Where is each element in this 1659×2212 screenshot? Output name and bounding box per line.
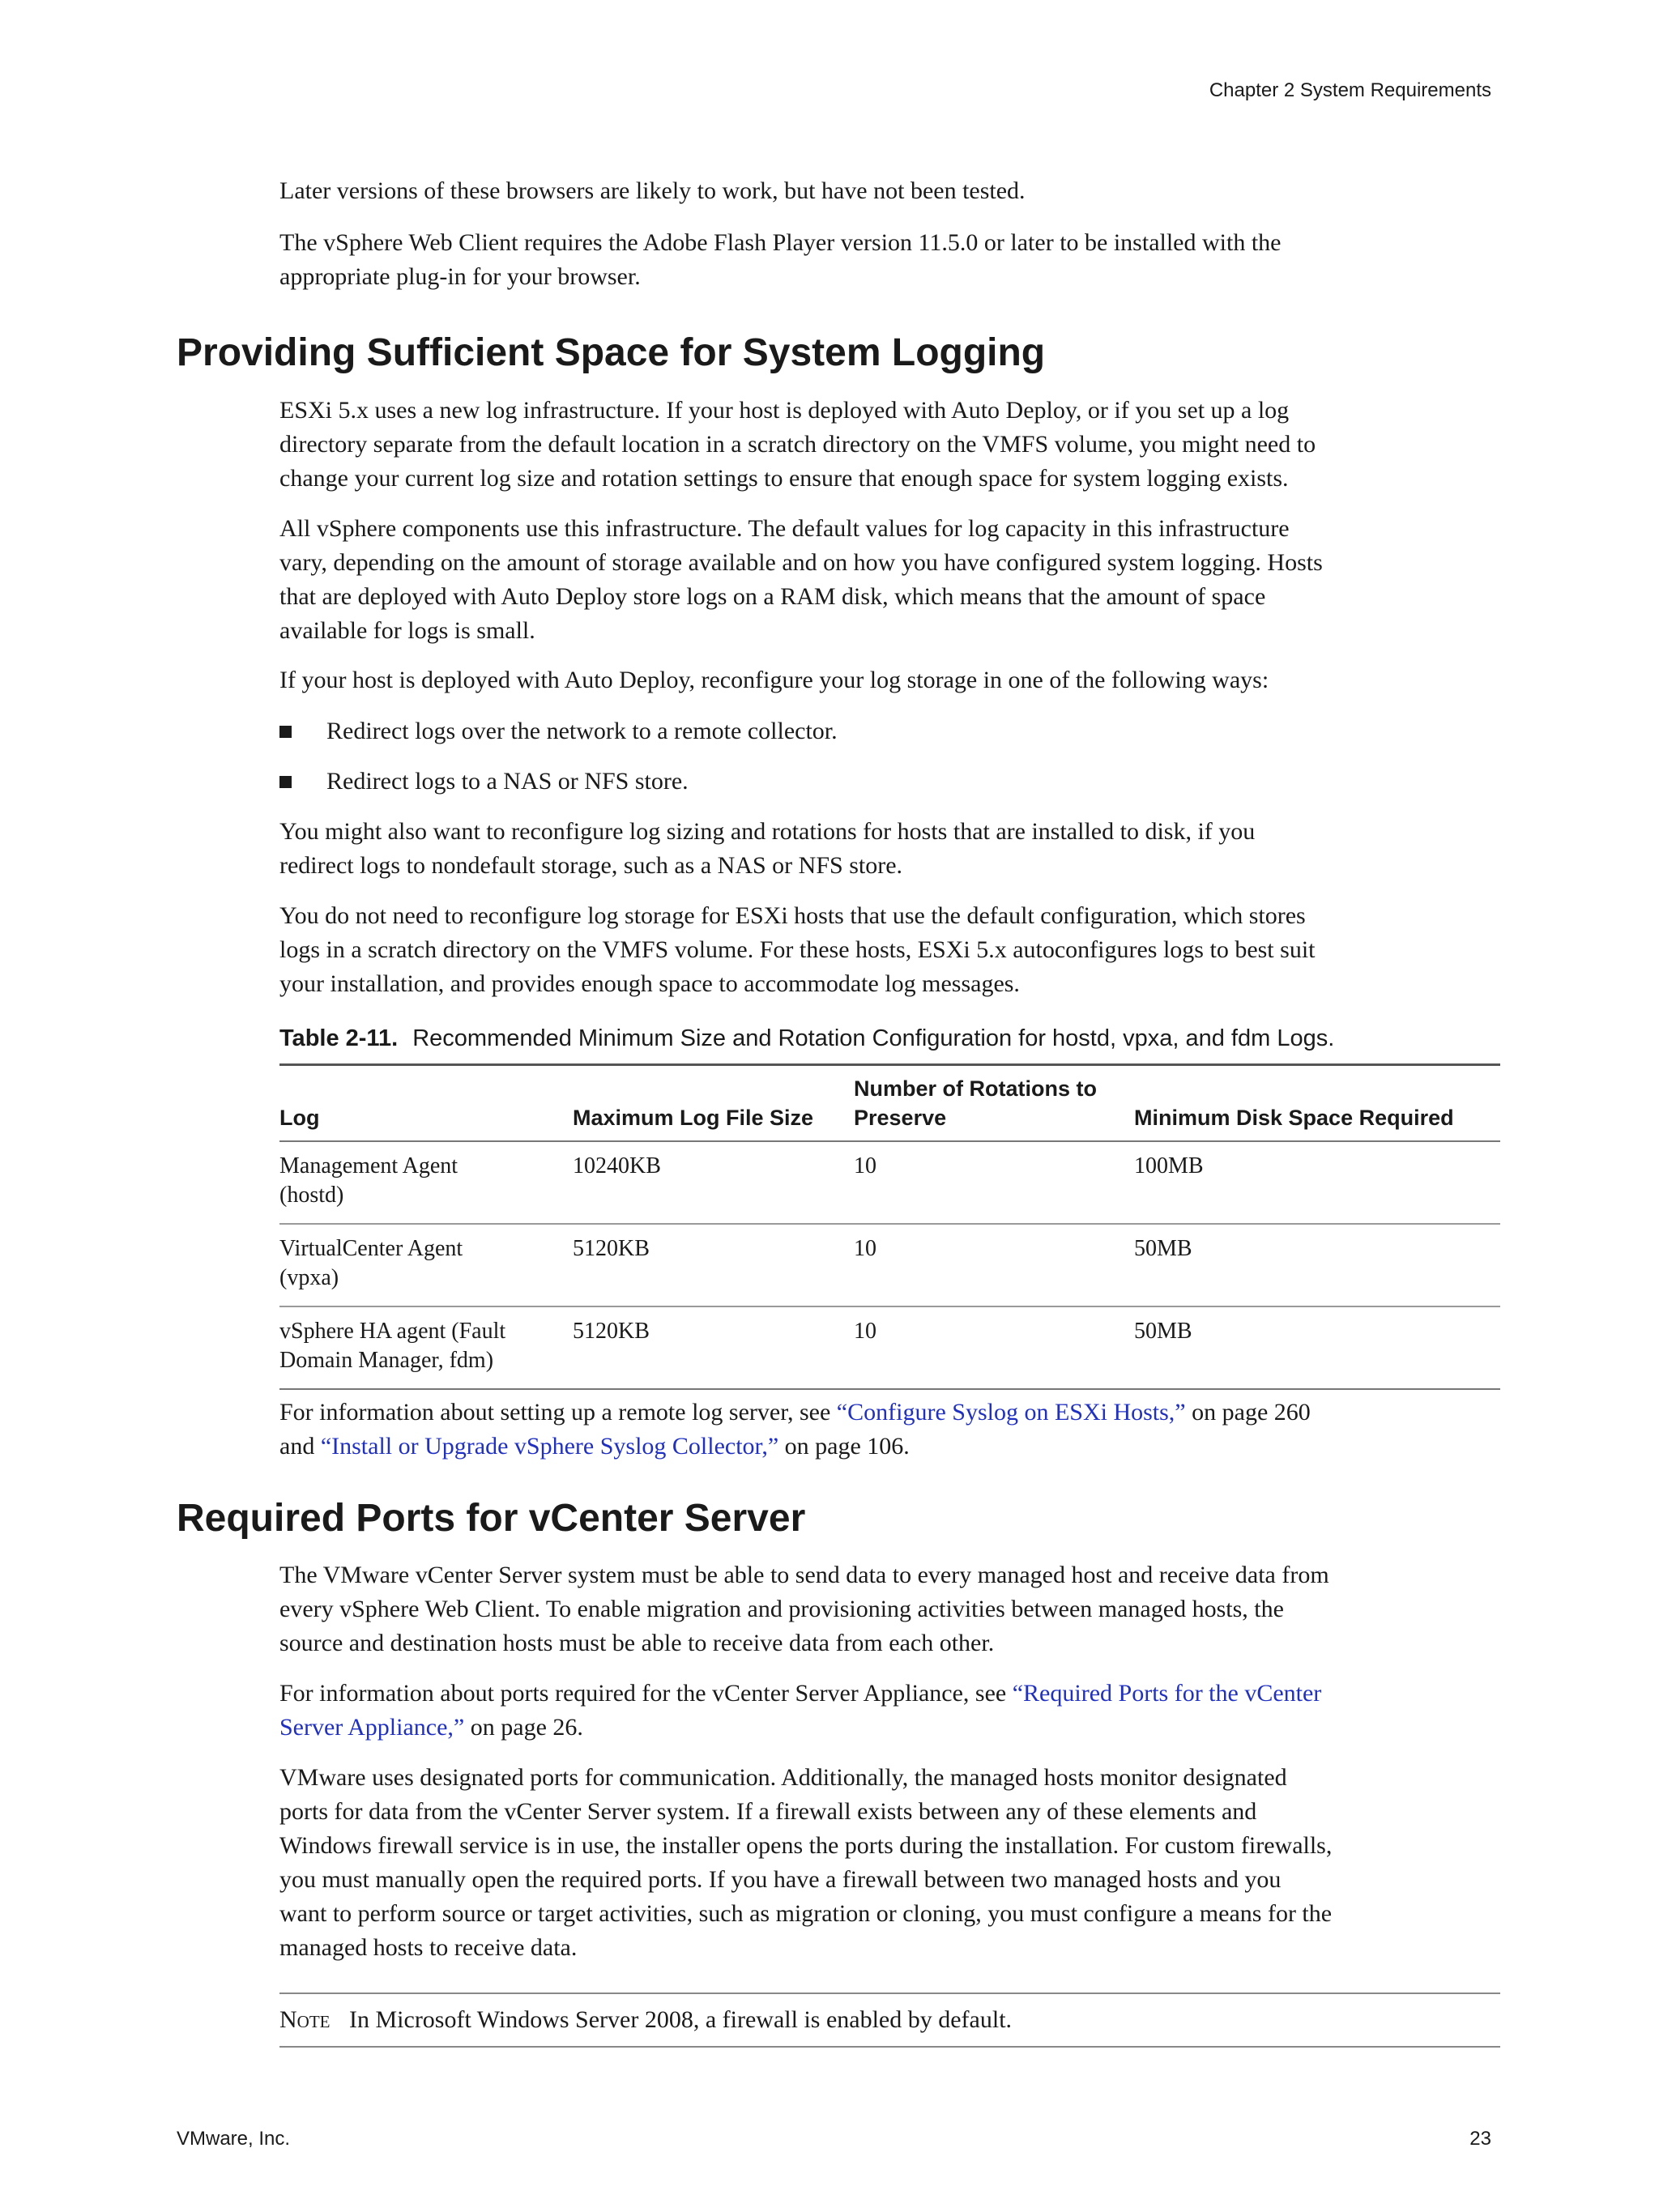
logging-paragraph-2 [279, 512, 1507, 648]
note-label: Note [279, 2006, 331, 2033]
cell-line: Management Agent [279, 1153, 458, 1178]
cell-size: 10240KB [573, 1141, 854, 1224]
cell-line: (vpxa) [279, 1265, 339, 1290]
header-line: Number of Rotations to [854, 1076, 1097, 1101]
text-line: your installation, and provides enough space to accommodate log messages. [279, 970, 1020, 997]
text-run: For information about ports required for the vCenter Server Appliance, see [279, 1680, 1013, 1707]
bullet-text: Redirect logs to a NAS or NFS store. [326, 768, 689, 795]
section-heading-ports: Required Ports for vCenter Server [177, 1497, 806, 1540]
text-line: you must manually open the required ports. If you have a firewall between two managed hosts and you [279, 1866, 1282, 1893]
text-line: You do not need to reconfigure log storage for ESXi hosts that use the default configuration, which stores [279, 902, 1306, 929]
text-line: every vSphere Web Client. To enable migration and provisioning activities between managed hosts, the [279, 1596, 1284, 1622]
text-line: appropriate plug-in for your browser. [279, 263, 641, 290]
text-line: vary, depending on the amount of storage available and on how you have configured system logging. Hosts [279, 549, 1323, 576]
syslog-reference-paragraph [279, 1396, 1507, 1464]
link-syslog-collector[interactable]: “Install or Upgrade vSphere Syslog Collector,” [320, 1433, 779, 1460]
cell-rotations: 10 [854, 1141, 1134, 1224]
table-row [279, 1141, 1500, 1224]
page-number: 23 [1469, 2128, 1491, 2150]
text-run: and [279, 1433, 321, 1460]
link-appliance-ports-cont[interactable]: Server Appliance,” [279, 1714, 465, 1741]
bullet-square-icon [279, 726, 292, 738]
table-caption [279, 1025, 1334, 1052]
column-header-log: Log [279, 1106, 320, 1130]
header-line: Preserve [854, 1106, 947, 1130]
text-line: available for logs is small. [279, 617, 535, 644]
cell-rotations: 10 [854, 1224, 1134, 1306]
cell-disk: 50MB [1134, 1224, 1500, 1306]
text-line: VMware uses designated ports for communication. Additionally, the managed hosts monitor designated [279, 1764, 1287, 1791]
link-appliance-ports[interactable]: “Required Ports for the vCenter [1012, 1680, 1322, 1707]
text-line: You might also want to reconfigure log sizing and rotations for hosts that are installed to disk, if you [279, 818, 1256, 845]
bullet-square-icon [279, 776, 292, 788]
cell-disk: 100MB [1134, 1141, 1500, 1224]
cell-line: vSphere HA agent (Fault [279, 1319, 506, 1344]
cell-line: Domain Manager, fdm) [279, 1348, 494, 1373]
cell-line: VirtualCenter Agent [279, 1236, 463, 1261]
bullet-text: Redirect logs over the network to a remote collector. [326, 718, 838, 744]
text-line: Windows firewall service is in use, the installer opens the ports during the installation. For custom firewalls, [279, 1832, 1333, 1859]
column-header-max-size: Maximum Log File Size [573, 1106, 814, 1130]
cell-log [279, 1306, 573, 1389]
cell-size: 5120KB [573, 1306, 854, 1389]
text-line: source and destination hosts must be able to receive data from each other. [279, 1630, 995, 1656]
text-run: on page 26. [464, 1714, 583, 1741]
text-line: All vSphere components use this infrastructure. The default values for log capacity in this infrastructure [279, 515, 1290, 542]
table-title: Recommended Minimum Size and Rotation Configuration for hostd, vpxa, and fdm Logs. [412, 1025, 1335, 1051]
cell-rotations: 10 [854, 1306, 1134, 1389]
table-number: Table 2-11. [279, 1025, 399, 1051]
cell-log [279, 1224, 573, 1306]
logging-paragraph-1 [279, 394, 1507, 496]
cell-line: (hostd) [279, 1183, 344, 1208]
footer-company: VMware, Inc. [177, 2128, 291, 2150]
note-text: In Microsoft Windows Server 2008, a firewall is enabled by default. [349, 2006, 1013, 2033]
text-line: ports for data from the vCenter Server system. If a firewall exists between any of these elements and [279, 1798, 1257, 1825]
note-box [279, 1993, 1500, 2048]
link-configure-syslog[interactable]: “Configure Syslog on ESXi Hosts,” [836, 1399, 1186, 1426]
table-row [279, 1224, 1500, 1306]
cell-disk: 50MB [1134, 1306, 1500, 1389]
intro-paragraph-2 [279, 226, 1507, 294]
text-line: The vSphere Web Client requires the Adobe Flash Player version 11.5.0 or later to be installed with the [279, 229, 1282, 256]
table-row [279, 1306, 1500, 1389]
text-line: change your current log size and rotation settings to ensure that enough space for system logging exists. [279, 465, 1289, 492]
logging-paragraph-4 [279, 815, 1507, 883]
text-run: on page 260 [1185, 1399, 1311, 1426]
cell-log [279, 1141, 573, 1224]
log-config-table [279, 1063, 1500, 1390]
column-header-disk-space: Minimum Disk Space Required [1134, 1106, 1454, 1130]
intro-paragraph-1: Later versions of these browsers are likely to work, but have not been tested. [279, 177, 1026, 204]
table-header-row [279, 1065, 1500, 1142]
column-header-rotations [854, 1065, 1134, 1142]
text-line: logs in a scratch directory on the VMFS volume. For these hosts, ESXi 5.x autoconfigures logs to best suit [279, 936, 1316, 963]
text-run: on page 106. [778, 1433, 910, 1460]
text-line: directory separate from the default location in a scratch directory on the VMFS volume, you might need to [279, 431, 1316, 458]
text-line: The VMware vCenter Server system must be able to send data to every managed host and receive data from [279, 1562, 1329, 1588]
logging-paragraph-5 [279, 899, 1507, 1001]
ports-paragraph-2 [279, 1677, 1507, 1745]
bullet-item [279, 714, 838, 748]
text-line: that are deployed with Auto Deploy store logs on a RAM disk, which means that the amount of space [279, 583, 1266, 610]
text-line: want to perform source or target activities, such as migration or cloning, you must configure a means for the [279, 1900, 1333, 1927]
text-run: For information about setting up a remote log server, see [279, 1399, 837, 1426]
section-heading-logging: Providing Sufficient Space for System Logging [177, 331, 1046, 374]
ports-paragraph-3 [279, 1761, 1507, 1965]
logging-paragraph-3: If your host is deployed with Auto Deploy, reconfigure your log storage in one of the following ways: [279, 667, 1269, 693]
text-line: ESXi 5.x uses a new log infrastructure. If your host is deployed with Auto Deploy, or if you set up a log [279, 397, 1290, 424]
ports-paragraph-1 [279, 1558, 1507, 1660]
text-line: managed hosts to receive data. [279, 1934, 578, 1961]
running-header: Chapter 2 System Requirements [1209, 79, 1491, 101]
bullet-item [279, 765, 689, 799]
text-line: redirect logs to nondefault storage, such as a NAS or NFS store. [279, 852, 903, 879]
cell-size: 5120KB [573, 1224, 854, 1306]
